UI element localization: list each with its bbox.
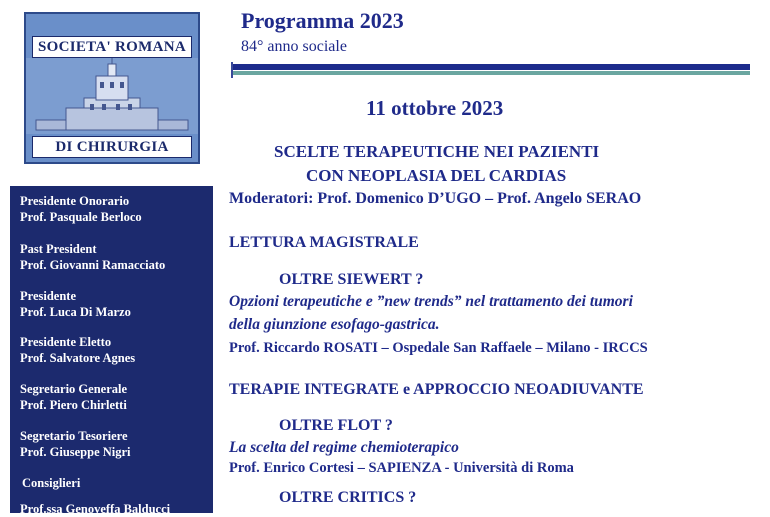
program-subtitle: 84° anno sociale bbox=[241, 38, 347, 55]
sidebar-person: Prof. Giovanni Ramacciato bbox=[20, 258, 166, 272]
sidebar-person: Prof. Salvatore Agnes bbox=[20, 351, 136, 365]
sidebar-item bbox=[20, 334, 135, 366]
talk-description: La scelta del regime chemioterapico bbox=[229, 439, 459, 456]
sidebar-role: Presidente Onorario bbox=[20, 194, 130, 208]
sidebar-person: Prof.ssa Genoveffa Balducci bbox=[20, 502, 171, 516]
board-sidebar bbox=[10, 186, 213, 516]
sidebar-role: Segretario Tesoriere bbox=[20, 429, 128, 443]
sidebar-person: Prof. Luca Di Marzo bbox=[20, 305, 131, 319]
talk-speaker: Prof. Riccardo ROSATI – Ospedale San Raffaele – Milano - IRCCS bbox=[229, 340, 648, 356]
sidebar-role: Past President bbox=[20, 242, 97, 256]
sidebar-person: Prof. Pasquale Berloco bbox=[20, 210, 142, 224]
event-date: 11 ottobre 2023 bbox=[366, 96, 504, 120]
sidebar-person: Prof. Piero Chirletti bbox=[20, 398, 127, 412]
sidebar-role: Presidente bbox=[20, 289, 77, 303]
section-heading: LETTURA MAGISTRALE bbox=[229, 234, 419, 251]
society-logo bbox=[24, 12, 200, 164]
sidebar-role: Presidente Eletto bbox=[20, 335, 112, 349]
talk-description: Opzioni terapeutiche e ”new trends” nel trattamento dei tumori bbox=[229, 293, 633, 310]
talk-title: OLTRE FLOT ? bbox=[279, 417, 393, 434]
section-heading: TERAPIE INTEGRATE e APPROCCIO NEOADIUVANTE bbox=[229, 381, 644, 398]
sidebar-role: Segretario Generale bbox=[20, 382, 128, 396]
talk-title: OLTRE SIEWERT ? bbox=[279, 271, 424, 288]
talk-speaker: Prof. Enrico Cortesi – SAPIENZA - Università di Roma bbox=[229, 460, 574, 476]
header-divider bbox=[231, 62, 750, 78]
sidebar-item bbox=[20, 193, 142, 225]
castel-sant-angelo-icon bbox=[26, 58, 198, 134]
logo-bottom-text: DI CHIRURGIA bbox=[32, 136, 192, 158]
logo-top-text: SOCIETA' ROMANA bbox=[32, 36, 192, 58]
moderators: Moderatori: Prof. Domenico D’UGO – Prof. Angelo SERAO bbox=[229, 190, 642, 207]
talk-description: della giunzione esofago-gastrica. bbox=[229, 316, 440, 333]
sidebar-item bbox=[20, 241, 165, 273]
session-title-line1: SCELTE TERAPEUTICHE NEI PAZIENTI bbox=[274, 142, 600, 161]
sidebar-person: Prof. Giuseppe Nigri bbox=[20, 445, 131, 459]
sidebar-consiglieri-label: Consiglieri bbox=[22, 476, 81, 490]
sidebar-item bbox=[20, 288, 131, 320]
sidebar-item bbox=[20, 381, 127, 413]
program-title: Programma 2023 bbox=[241, 8, 404, 33]
session-title-line2: CON NEOPLASIA DEL CARDIAS bbox=[306, 166, 567, 185]
sidebar-item bbox=[20, 428, 131, 460]
talk-title: OLTRE CRITICS ? bbox=[279, 489, 417, 506]
